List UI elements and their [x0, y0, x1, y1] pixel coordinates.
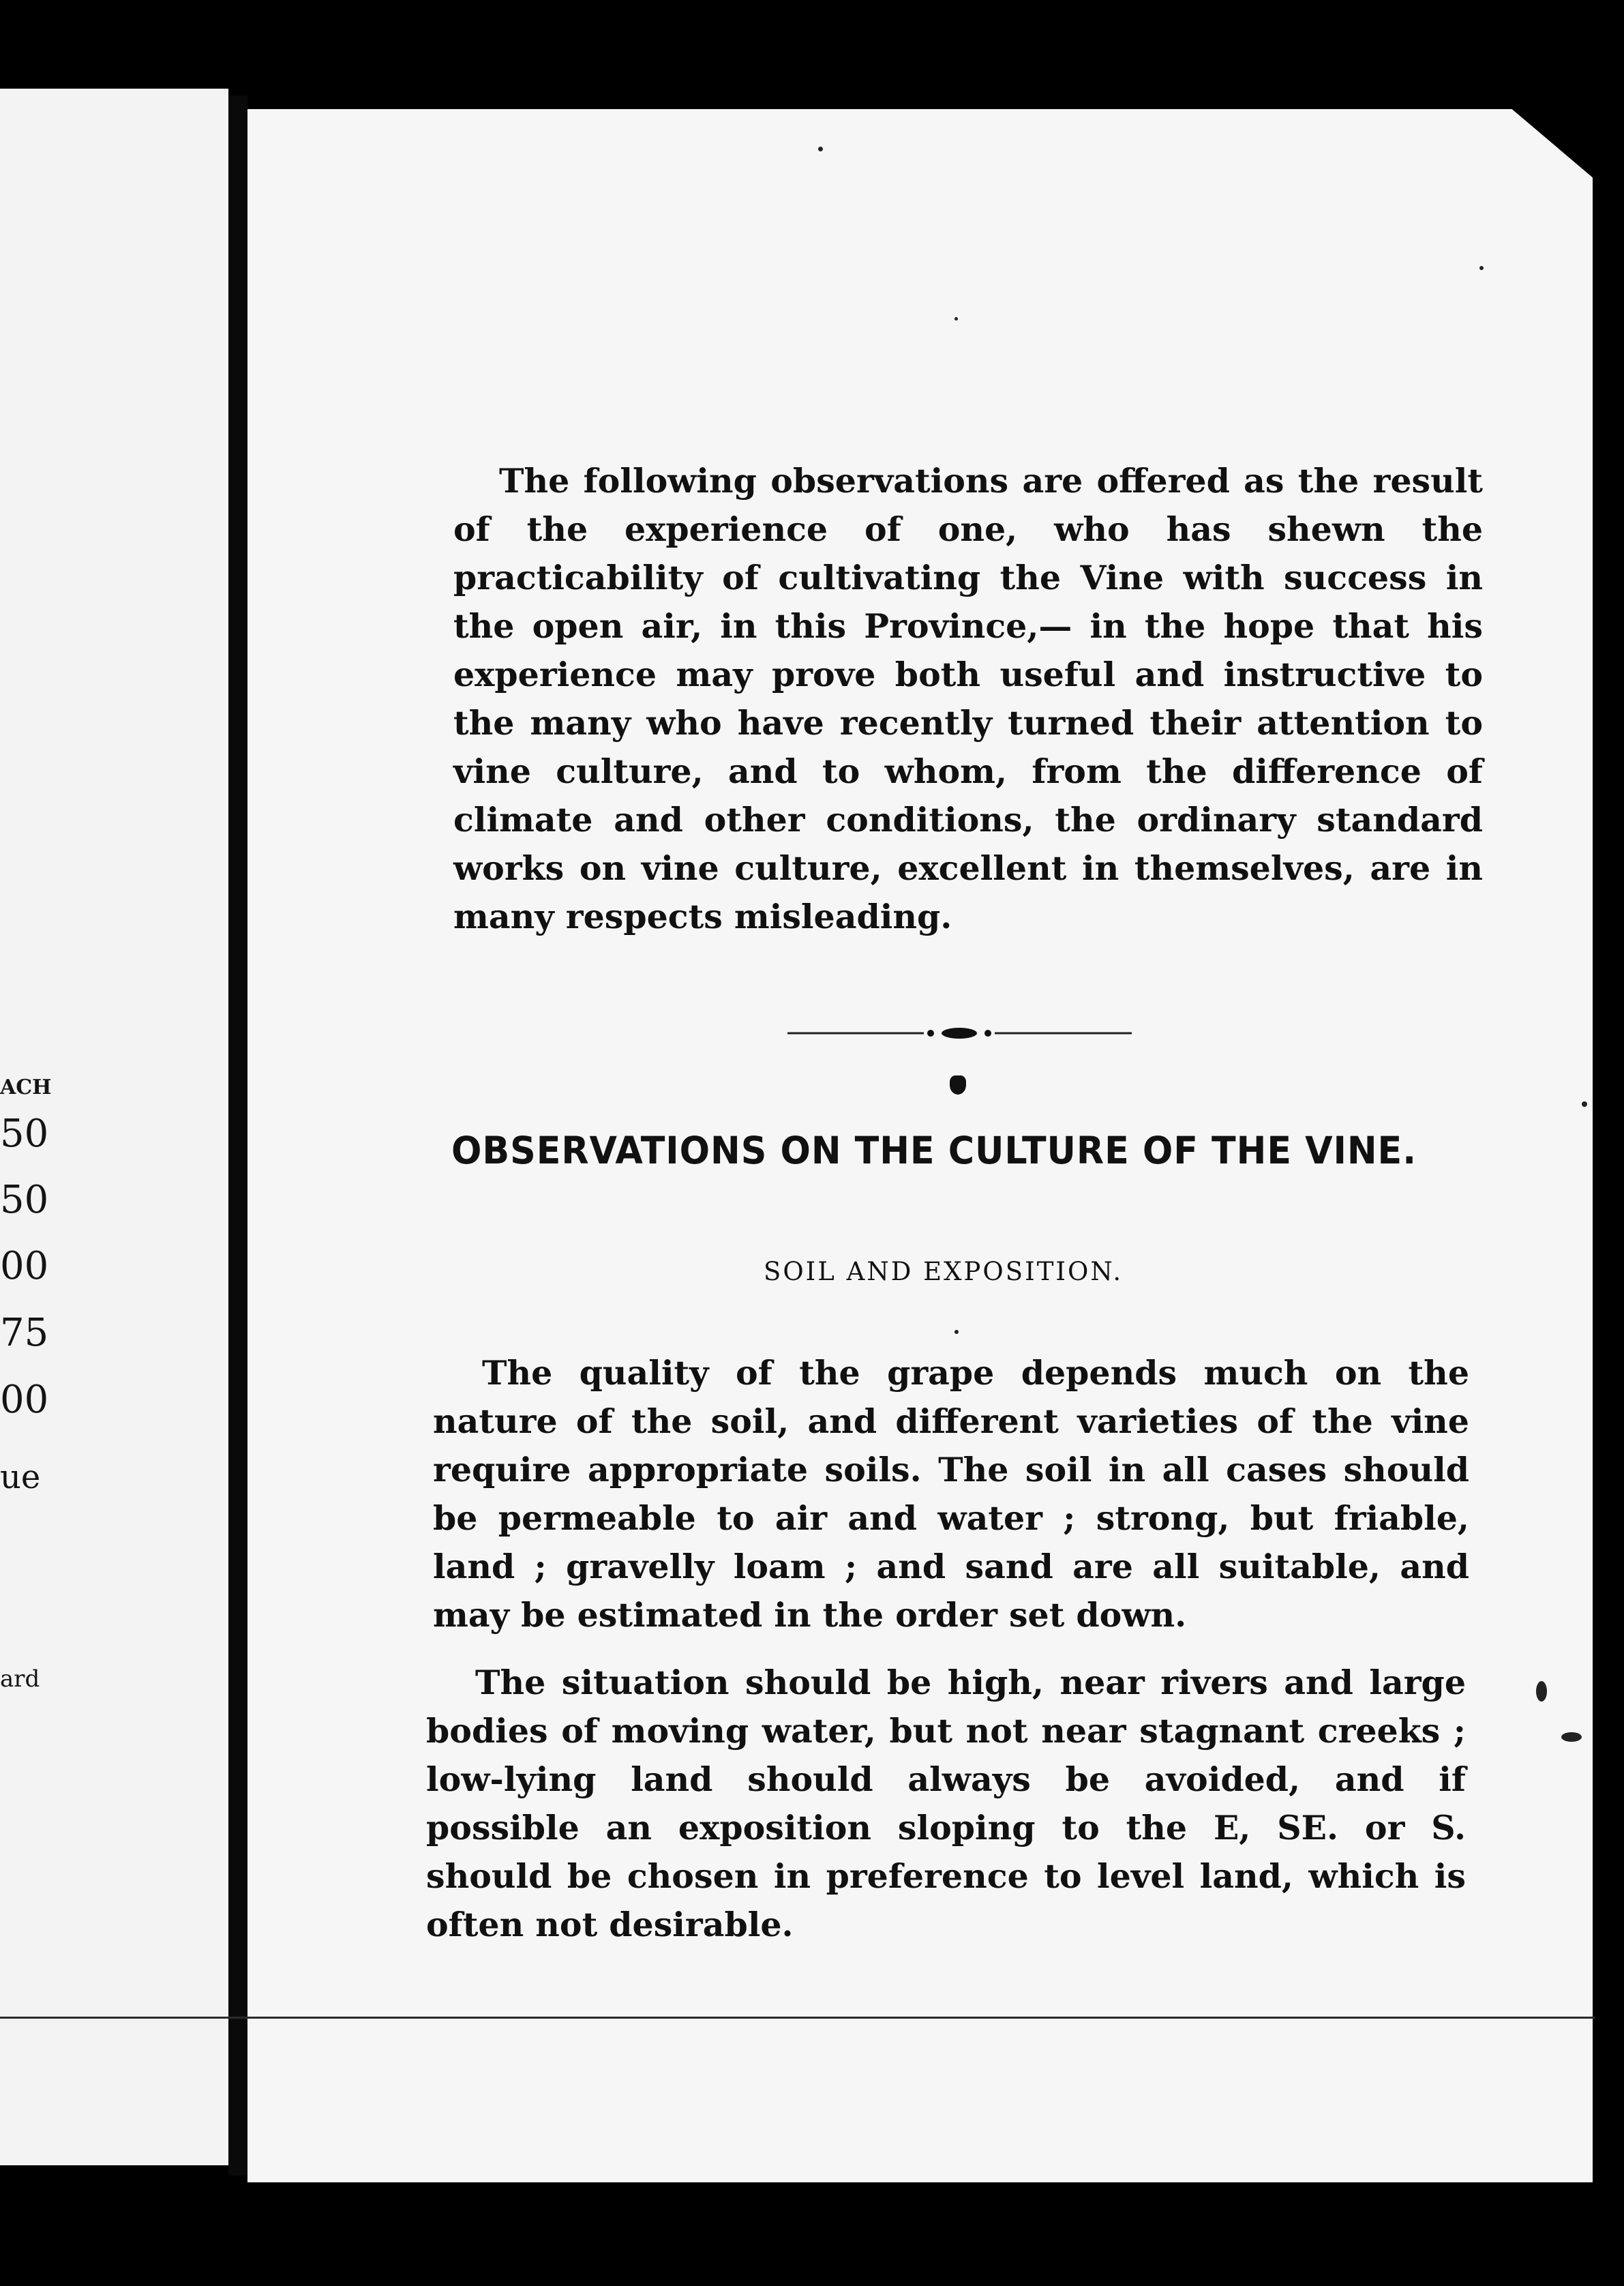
left-fragment-number: 75 — [0, 1311, 49, 1355]
left-fragment-number: 50 — [0, 1112, 49, 1156]
scan-speck — [954, 1330, 959, 1334]
scan-speck — [1479, 266, 1484, 270]
left-fragment-text: ard — [0, 1665, 40, 1693]
scan-speck — [818, 147, 823, 151]
left-fragment-number: 00 — [0, 1244, 49, 1288]
section-heading: SOIL AND EXPOSITION. — [764, 1257, 1124, 1286]
page-title: OBSERVATIONS ON THE CULTURE OF THE VINE. — [451, 1129, 1417, 1172]
bottom-rule — [0, 2017, 1595, 2019]
left-fragment-text: ue — [0, 1458, 41, 1496]
previous-page-fragment — [0, 89, 228, 2165]
ornament-divider — [787, 1023, 1132, 1043]
book-spine — [228, 95, 247, 2176]
scan-speck — [954, 317, 958, 321]
body-paragraph: The situation should be high, near rivers and large bodies of moving water, but not near stagnant creeks ; low-lying land should always be avoided, and if possible an exposition sloping to the E, SE. or S. should be chosen in preference to level land, which is often not desirable. — [426, 1663, 1466, 1944]
left-fragment-text: ACH — [0, 1075, 52, 1099]
left-fragment-number: 50 — [0, 1178, 49, 1222]
scan-speck — [1561, 1732, 1582, 1742]
left-fragment-number: 00 — [0, 1378, 49, 1422]
intro-paragraph: The following observations are offered as the result of the experience of one, who has shewn the practicability of cultivating the Vine with success in the open air, in this Province,— in the hope that his experience may prove both useful and instructive to the many who have recently turned their attention to vine culture, and to whom, from the difference of climate and other conditions, the ordinary standard works on vine culture, excellent in themselves, are in many respects misleading. — [453, 461, 1483, 936]
body-paragraph: The quality of the grape depends much on the nature of the soil, and different varieties of the vine require appropriate soils. The soil in all cases should be permeable to air and water ; strong, but friable, land ; gravelly loam ; and sand are all suitable, and may be estimated in the order set down. — [433, 1353, 1469, 1635]
ink-mark — [950, 1075, 966, 1095]
scan-speck — [1536, 1681, 1547, 1702]
scan-speck — [1582, 1101, 1587, 1107]
